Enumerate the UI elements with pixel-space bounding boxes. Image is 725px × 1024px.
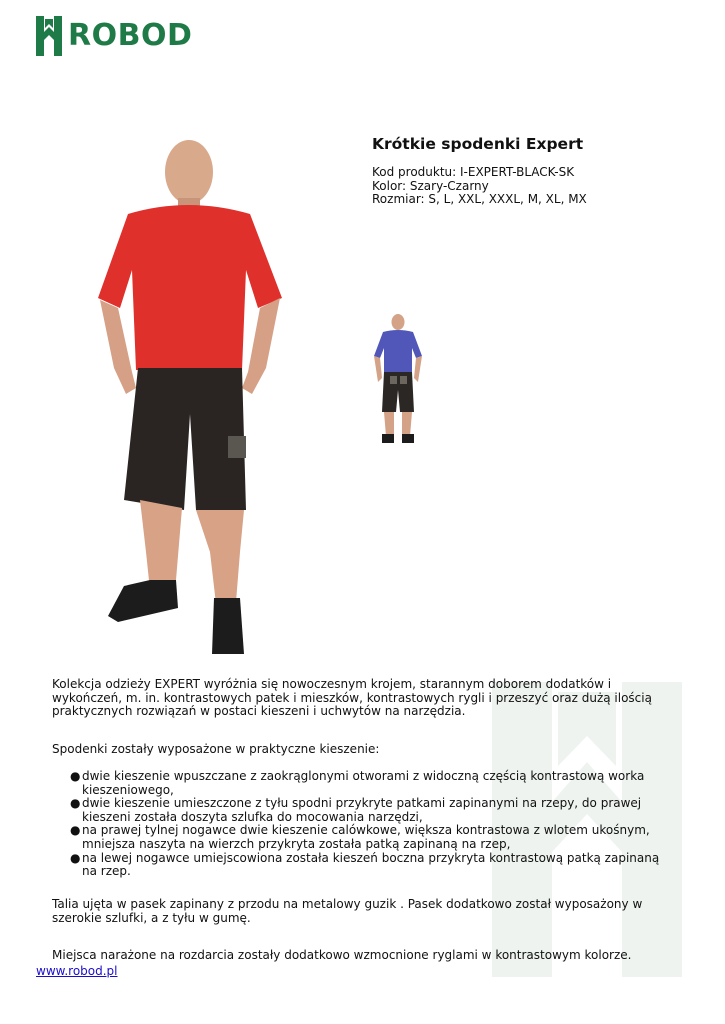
list-item: ● dwie kieszenie wpuszczane z zaokrąglonymi otworami z widoczną częścią kontrastową worka kieszeniowego, <box>70 769 645 797</box>
bullet-icon: ● <box>70 769 81 783</box>
bullet-icon: ● <box>70 850 81 865</box>
list-item: ● dwie kieszenie umieszczone z tyłu spodni przykryte patkami zapinanymi na rzepy, do prawej kieszeni została doszyta szlufka do mocowania narzędzi, <box>70 796 642 824</box>
product-color: Kolor: Szary-Czarny <box>372 178 489 193</box>
product-sizes: Rozmiar: S, L, XXL, XXXL, M, XL, MX <box>372 192 587 206</box>
waist-description: Talia ujęta w pasek zapinany z przodu na metalowy guzik . Pasek dodatkowo został wyposażony w szerokie szlufki, a z tyłu w gumę. <box>52 897 643 925</box>
pockets-list <box>70 770 680 879</box>
robod-logo <box>36 16 192 56</box>
product-code: Kod produktu: I-EXPERT-BLACK-SK <box>372 165 575 179</box>
product-photo-back <box>370 312 426 448</box>
product-meta <box>372 166 587 207</box>
pockets-intro: Spodenki zostały wyposażone w praktyczne kieszenie: <box>52 742 380 756</box>
brand-name: ROBOD <box>68 18 193 53</box>
product-title: Krótkie spodenki Expert <box>372 135 584 153</box>
product-photo-front <box>88 132 293 660</box>
list-item: ● na prawej tylnej nogawce dwie kieszenie calówkowe, większa kontrastowa z wlotem ukośnym, mniejsza naszyta na wierzch przykryta została patką zapinaną na rzep, <box>70 823 650 851</box>
reinforcement-description: Miejsca narażone na rozdarcia zostały dodatkowo wzmocnione ryglami w kontrastowym kolorze. <box>52 948 632 962</box>
website-link[interactable]: www.robod.pl <box>36 964 118 978</box>
robod-logo-icon <box>36 16 62 56</box>
bullet-icon: ● <box>70 796 81 811</box>
description-intro: Kolekcja odzieży EXPERT wyróżnia się nowoczesnym krojem, starannym doborem dodatków i wykończeń, m. in. kontrastowych patek i mieszków, kontrastowych rygli i przeszyć oraz dużą ilością praktycznych rozwiązań w postaci kieszeni i uchwytów na narzędzia. <box>52 677 652 719</box>
list-item: ● na lewej nogawce umiejscowiona została kieszeń boczna przykryta kontrastową patką zapinaną na rzep. <box>70 850 660 879</box>
bullet-icon: ● <box>70 823 81 838</box>
